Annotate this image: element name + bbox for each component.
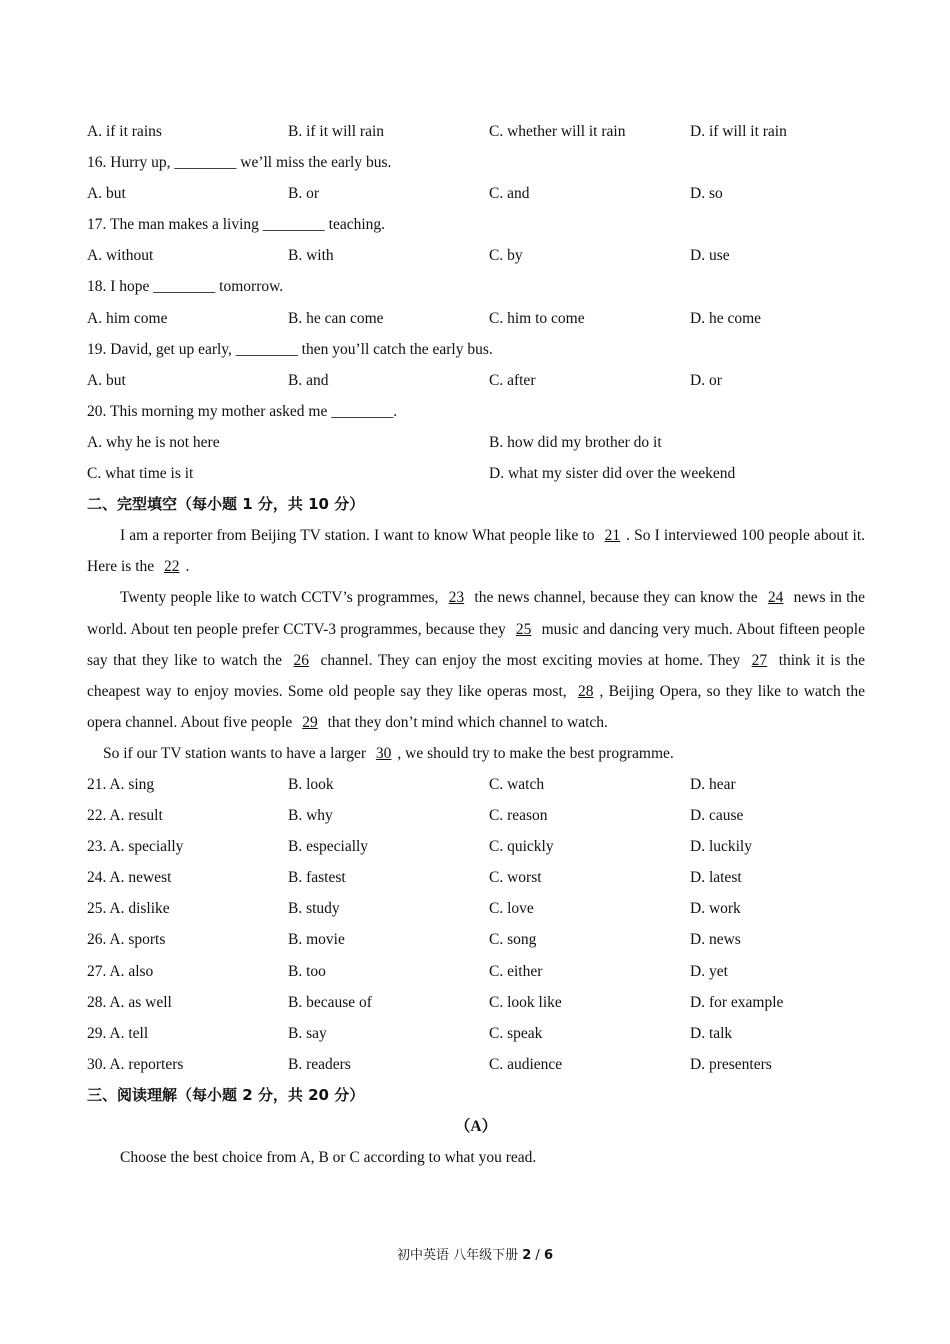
option-b: B. study bbox=[288, 900, 340, 918]
option-d: D. so bbox=[690, 185, 723, 203]
option-d: D. if will it rain bbox=[690, 123, 787, 140]
option-a: A. him come bbox=[87, 309, 168, 327]
q18-options bbox=[87, 303, 865, 334]
q18-stem: 18. I hope ________ tomorrow. bbox=[87, 278, 284, 296]
option-c: C. whether will it rain bbox=[489, 123, 626, 140]
option-a: 30. A. reporters bbox=[87, 1055, 184, 1073]
option-a: 28. A. as well bbox=[87, 993, 172, 1011]
cloze-question-row bbox=[87, 987, 865, 1018]
option-b: B. why bbox=[288, 807, 333, 825]
option-a: 24. A. newest bbox=[87, 869, 172, 887]
blank-29: 29 bbox=[302, 713, 318, 731]
blank-24: 24 bbox=[767, 589, 784, 607]
cloze-question-row bbox=[87, 800, 865, 831]
page-footer: 初中英语 八年级下册 2 / 6 bbox=[396, 1248, 553, 1263]
exam-page bbox=[87, 116, 865, 1173]
cloze-question-row bbox=[87, 1018, 865, 1049]
cloze-question-row bbox=[87, 893, 865, 924]
option-d: D. hear bbox=[690, 775, 736, 793]
cloze-question-row bbox=[87, 831, 865, 862]
option-a: 25. A. dislike bbox=[87, 900, 170, 918]
cloze-options-list bbox=[87, 769, 865, 1080]
q19-stem: 19. David, get up early, ________ then you’ll catch the early bus. bbox=[87, 340, 493, 358]
cloze-question-row bbox=[87, 924, 865, 955]
q17-stem: 17. The man makes a living ________ teaching. bbox=[87, 216, 386, 234]
cloze-paragraph-1: I am a reporter from Beijing TV station. I want to know What people like to 21 . So I interviewed 100 people about it. Here is the 22 . bbox=[87, 527, 866, 576]
option-c: C. what time is it bbox=[87, 465, 194, 483]
reading-instruction: Choose the best choice from A, B or C according to what you read. bbox=[120, 1149, 537, 1167]
option-d: D. latest bbox=[690, 869, 742, 887]
option-c: C. after bbox=[489, 371, 536, 389]
option-d: D. cause bbox=[690, 807, 744, 825]
option-c: C. him to come bbox=[489, 309, 585, 327]
option-b: B. readers bbox=[288, 1055, 351, 1073]
option-a: A. if it rains bbox=[87, 123, 162, 140]
option-c: C. by bbox=[489, 247, 523, 265]
option-d: D. yet bbox=[690, 962, 728, 980]
option-d: D. or bbox=[690, 371, 722, 389]
cloze-question-row bbox=[87, 862, 865, 893]
q16-stem: 16. Hurry up, ________ we’ll miss the early bus. bbox=[87, 154, 392, 172]
option-a: 29. A. tell bbox=[87, 1024, 149, 1042]
option-a: 23. A. specially bbox=[87, 838, 184, 856]
option-a: A. without bbox=[87, 247, 154, 265]
option-c: C. audience bbox=[489, 1055, 563, 1073]
option-c: C. worst bbox=[489, 869, 542, 887]
cloze-question-row bbox=[87, 956, 865, 987]
section-3-title: 三、阅读理解（每小题 2 分，共 20 分） bbox=[87, 1085, 365, 1104]
page-number: 2 bbox=[522, 1248, 532, 1263]
option-d: D. luckily bbox=[690, 838, 752, 856]
option-c: C. love bbox=[489, 900, 534, 918]
option-b: B. because of bbox=[288, 993, 372, 1011]
option-b: B. with bbox=[288, 247, 334, 265]
q20-stem: 20. This morning my mother asked me ________. bbox=[87, 402, 398, 420]
option-b: B. movie bbox=[288, 931, 345, 949]
page-total: 6 bbox=[543, 1248, 553, 1263]
blank-23: 23 bbox=[448, 589, 465, 607]
option-a: 27. A. also bbox=[87, 962, 154, 980]
option-a: A. but bbox=[87, 185, 126, 203]
blank-30: 30 bbox=[375, 744, 392, 762]
cloze-paragraph-2: Twenty people like to watch CCTV’s programmes, 23 the news channel, because they can know the 24 news in the world. About ten people prefer CCTV-3 programmes, because they 25 music and dancing very much. About fifteen people say that they like to watch the 26 channel. They can enjoy the most exciting movies at home. They 27 think it is the cheapest way to enjoy movies. Some old people say they like operas most, 28 , Beijing Opera, so they like to watch the opera channel. About five people 29 that they don’t mind which channel to watch. bbox=[87, 589, 866, 731]
option-c: C. song bbox=[489, 931, 537, 949]
option-d: D. for example bbox=[690, 993, 784, 1011]
q17-options bbox=[87, 240, 865, 271]
option-b: B. how did my brother do it bbox=[489, 433, 662, 451]
option-c: C. and bbox=[489, 185, 530, 203]
blank-22: 22 bbox=[164, 558, 180, 576]
q16-options bbox=[87, 178, 865, 209]
q19-options bbox=[87, 365, 865, 396]
blank-25: 25 bbox=[515, 620, 532, 638]
option-a: A. why he is not here bbox=[87, 433, 220, 451]
option-b: B. fastest bbox=[288, 869, 346, 887]
q15-options bbox=[87, 116, 865, 147]
option-b: B. or bbox=[288, 185, 319, 203]
option-c: C. watch bbox=[489, 775, 545, 793]
option-c: C. either bbox=[489, 962, 543, 980]
option-d: D. work bbox=[690, 900, 741, 918]
option-c: C. speak bbox=[489, 1024, 543, 1042]
option-d: D. talk bbox=[690, 1024, 733, 1042]
option-d: D. news bbox=[690, 931, 741, 949]
option-b: B. he can come bbox=[288, 309, 384, 327]
cloze-paragraph-3: So if our TV station wants to have a larger 30 , we should try to make the best programme. bbox=[103, 744, 674, 762]
option-a: 21. A. sing bbox=[87, 775, 155, 793]
cloze-question-row bbox=[87, 1049, 865, 1080]
option-d: D. presenters bbox=[690, 1055, 772, 1073]
blank-26: 26 bbox=[293, 651, 309, 669]
blank-27: 27 bbox=[751, 651, 768, 669]
option-b: B. if it will rain bbox=[288, 123, 385, 140]
option-b: B. look bbox=[288, 775, 334, 793]
option-a: 22. A. result bbox=[87, 807, 163, 825]
option-c: C. quickly bbox=[489, 838, 554, 856]
q20-options-row1 bbox=[87, 427, 865, 458]
q20-options-row2 bbox=[87, 458, 865, 489]
option-b: B. say bbox=[288, 1024, 327, 1042]
option-b: B. especially bbox=[288, 838, 369, 856]
option-d: D. he come bbox=[690, 309, 762, 327]
option-c: C. reason bbox=[489, 807, 548, 825]
blank-21: 21 bbox=[604, 527, 621, 545]
option-d: D. use bbox=[690, 247, 730, 265]
option-a: A. but bbox=[87, 371, 126, 389]
option-b: B. too bbox=[288, 962, 326, 980]
option-d: D. what my sister did over the weekend bbox=[489, 465, 736, 483]
section-2-title: 二、完型填空（每小题 1 分，共 10 分） bbox=[87, 495, 365, 514]
cloze-question-row bbox=[87, 769, 865, 800]
blank-28: 28 bbox=[577, 682, 594, 700]
option-c: C. look like bbox=[489, 993, 562, 1011]
option-a: 26. A. sports bbox=[87, 931, 166, 949]
part-a-label: （A） bbox=[454, 1118, 498, 1135]
option-b: B. and bbox=[288, 371, 329, 389]
